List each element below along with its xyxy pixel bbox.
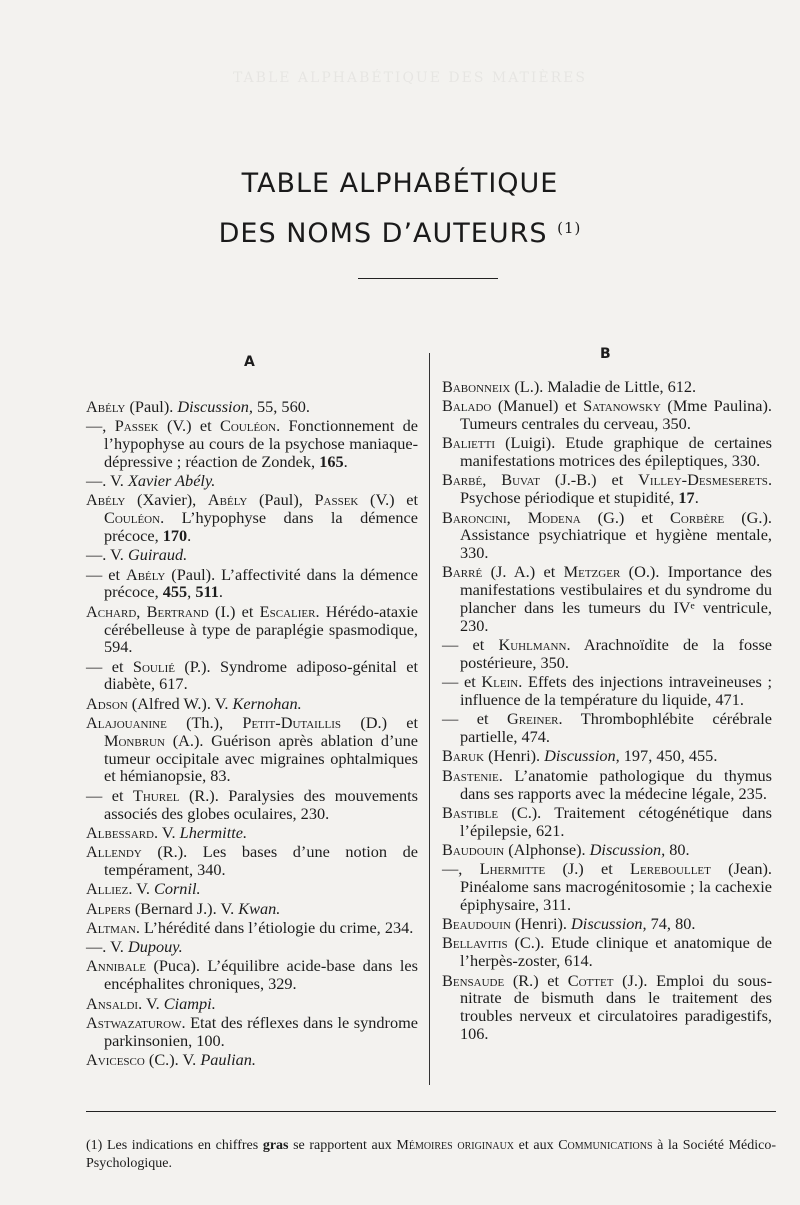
text-run: Soulié xyxy=(132,656,175,676)
index-entry xyxy=(442,934,772,970)
text-run: se rapportent aux xyxy=(288,1138,397,1153)
text-run: —, xyxy=(86,416,115,436)
text-run: Alliez xyxy=(86,879,129,899)
text-run: Abély xyxy=(86,490,126,510)
text-run: (J. A.) et xyxy=(482,562,564,582)
text-run: et aux xyxy=(514,1138,559,1153)
text-run: Cornil. xyxy=(153,879,201,899)
text-run: (Mme Paulina). Tumeurs centrales du cerveau, 350. xyxy=(460,396,772,434)
text-run: (R.) et xyxy=(504,970,568,990)
text-run: Altman xyxy=(86,917,136,937)
index-entry xyxy=(86,880,418,898)
index-entry xyxy=(86,919,418,937)
index-entry xyxy=(86,957,418,993)
text-run: (Jean). Pinéalome sans macrogénitosomie ; la cachexie épiphysaire, 311. xyxy=(460,859,773,914)
text-run: Monbrun xyxy=(104,730,165,750)
page-title-line-1: TABLE ALPHABÉTIQUE xyxy=(241,168,559,199)
text-run: Babonneix xyxy=(442,377,511,396)
text-run: Buvat xyxy=(501,470,540,490)
text-run: (V.) et xyxy=(158,416,220,436)
text-run: Metzger xyxy=(563,562,621,582)
index-entry xyxy=(442,841,772,859)
text-run: (G.). Assistance psychiatrique et hygiène mentale, 330. xyxy=(460,507,772,563)
text-run: —, xyxy=(442,859,480,879)
text-run: Passek xyxy=(314,490,359,510)
text-run: . V. xyxy=(154,822,180,842)
text-run: . V. xyxy=(128,879,154,899)
text-run: Discussion, xyxy=(589,839,666,859)
index-entry xyxy=(86,417,418,470)
footnote xyxy=(86,1137,776,1173)
text-run: , xyxy=(482,470,502,490)
text-run: , xyxy=(187,582,196,602)
text-run: 197, 450, 455. xyxy=(619,746,718,766)
text-run: Adson xyxy=(86,693,128,713)
text-run: , xyxy=(506,507,528,527)
text-run: (I.) et xyxy=(208,601,260,621)
text-run: Allendy xyxy=(86,842,142,862)
index-entry xyxy=(442,434,772,470)
text-run: Ciampi. xyxy=(163,993,216,1013)
text-run: (J.) et xyxy=(545,859,631,879)
text-run: 455 xyxy=(162,582,188,602)
text-run: — et xyxy=(442,709,508,729)
index-entry xyxy=(442,673,772,709)
text-run: (D.) et xyxy=(341,713,418,733)
text-run: (Th.), xyxy=(166,713,243,733)
text-run: (R.). Paralysies des mouvements associés des globes oculaires, 230. xyxy=(104,785,419,823)
text-run: Baroncini xyxy=(442,507,507,527)
text-run: —. V. xyxy=(86,471,128,491)
text-run: Astwazaturow xyxy=(86,1012,182,1032)
index-entry xyxy=(86,398,418,416)
text-run: . Fonctionnement de l’hypophyse au cours de la psychose maniaque-dépressive ; réaction de Zondek, xyxy=(104,416,419,471)
text-run: (P.). Syndrome adiposo-génital et diabète, 617. xyxy=(104,656,418,694)
text-run: . L’hypophyse dans la démence précoce, xyxy=(104,508,418,546)
text-run: Annibale xyxy=(86,956,147,976)
text-run: 511 xyxy=(195,582,219,602)
text-run: Kernohan. xyxy=(232,693,302,713)
index-entry xyxy=(86,695,418,713)
text-run: Dupouy. xyxy=(127,937,183,957)
text-run: Balietti xyxy=(442,433,496,453)
text-run: Petit-Dutaillis xyxy=(242,713,342,733)
text-run: Modena xyxy=(527,507,581,527)
text-run: Xavier Abély. xyxy=(127,471,216,491)
text-run: Discussion, xyxy=(571,914,647,934)
index-entry xyxy=(442,509,772,562)
text-run: Alajouanine xyxy=(86,713,167,733)
footnote-divider xyxy=(86,1111,776,1112)
text-run: (J.-B.) et xyxy=(540,470,639,490)
text-run: , xyxy=(136,601,147,621)
text-run: . L’anatomie pathologique du thymus dans ses rapports avec la médecine légale, 235. xyxy=(460,765,772,803)
text-run: Albessard xyxy=(86,822,154,842)
text-run: 17 xyxy=(678,488,695,508)
text-run: (Xavier), xyxy=(125,490,208,510)
text-run: Balado xyxy=(442,396,492,416)
text-run: . Effets des injections intraveineuses ; influence de la température du liquide, 471. xyxy=(460,672,773,710)
index-entry xyxy=(86,824,418,842)
text-run: (Henri). xyxy=(510,914,572,934)
text-run: Abély xyxy=(86,397,126,416)
text-run: . xyxy=(187,526,192,546)
text-run: — et xyxy=(442,672,482,692)
text-run: (Bernard J.). V. xyxy=(130,898,239,918)
index-entry xyxy=(86,938,418,956)
text-run: Bastenie xyxy=(442,765,499,785)
text-run: — et xyxy=(86,564,126,584)
page-title-line-2 xyxy=(0,218,800,249)
text-run: . L’hérédité dans l’étiologie du crime, 234. xyxy=(135,917,414,937)
text-run: Couléon xyxy=(104,508,161,528)
index-entry xyxy=(442,710,772,746)
column-b-entries xyxy=(442,378,772,1044)
text-run: Kuhlmann xyxy=(498,635,567,655)
text-run: (Puca). L’équilibre acide-base dans les encéphalites chroniques, 329. xyxy=(104,956,418,994)
index-entry xyxy=(442,860,772,913)
index-entry xyxy=(442,471,772,507)
text-run: . xyxy=(218,582,223,602)
text-run: (Paul), xyxy=(247,490,315,510)
text-run: Beaudouin xyxy=(442,914,511,934)
text-run: Avicesco xyxy=(86,1049,145,1069)
text-run: . Hérédo-ataxie cérébelleuse à type de paraplégie spasmodique, 594. xyxy=(104,601,419,657)
text-run: . xyxy=(694,488,699,508)
text-run: 74, 80. xyxy=(646,914,696,934)
text-run: — et xyxy=(86,785,133,805)
text-run: — et xyxy=(442,635,499,655)
footnote-marker: (1) xyxy=(557,219,582,237)
text-run: (C.). V. xyxy=(144,1049,201,1069)
text-run: 165 xyxy=(319,451,344,471)
index-entry xyxy=(442,804,772,840)
text-run: (G.) et xyxy=(580,507,671,527)
text-run: Lhermitte. xyxy=(179,822,248,842)
text-run: Klein xyxy=(481,672,519,692)
text-run: — et xyxy=(86,656,133,676)
text-run: Bensaude xyxy=(442,970,505,990)
text-run: (Alfred W.). V. xyxy=(127,693,233,713)
text-run: Corbère xyxy=(670,507,725,527)
text-run: Ansaldi xyxy=(86,993,139,1013)
text-run: (L.). Maladie de Little, 612. xyxy=(510,377,697,396)
index-entry xyxy=(86,491,418,544)
text-run: Bellavitis xyxy=(442,933,508,953)
text-run: (Alphonse). xyxy=(504,839,590,859)
text-run: Baudouin xyxy=(442,839,505,859)
text-run: Lhermitte xyxy=(479,859,546,879)
text-run: à la Société Médico-Psychologique. xyxy=(86,1138,776,1171)
text-run: Alpers xyxy=(86,898,131,918)
column-divider xyxy=(429,353,430,1085)
index-entry xyxy=(442,636,772,672)
index-entry xyxy=(86,900,418,918)
text-run: (1) Les indications en chiffres xyxy=(86,1138,263,1153)
text-run: (C.). Traitement cétogénétique dans l’épilepsie, 621. xyxy=(460,802,772,840)
text-run: Bastible xyxy=(442,802,499,822)
index-entry xyxy=(86,603,418,656)
text-run: Villey-Desmeserets xyxy=(638,470,768,490)
text-run: 170 xyxy=(162,526,188,546)
text-run: (Henri). xyxy=(484,746,545,766)
index-entry xyxy=(442,972,772,1043)
title-divider xyxy=(358,278,498,279)
text-run: Thurel xyxy=(132,785,180,805)
text-run: —. V. xyxy=(86,937,128,957)
text-run: . xyxy=(343,451,348,471)
text-run: . Thrombophlébite cérébrale partielle, 474. xyxy=(460,709,772,747)
text-run: Bertrand xyxy=(146,601,209,621)
index-entry xyxy=(86,1014,418,1050)
text-run: . Arachnoïdite de la fosse postérieure, 350. xyxy=(460,635,773,672)
text-run: (Paul). L’affectivité dans la démence précoce, xyxy=(104,564,419,602)
text-run: Barbé xyxy=(442,470,483,490)
text-run: (V.) et xyxy=(358,490,418,510)
bleed-through-text: TABLE ALPHABÉTIQUE DES MATIÈRES xyxy=(232,70,587,86)
text-run: Greiner xyxy=(507,709,559,729)
index-entry xyxy=(86,566,418,602)
index-entry xyxy=(86,714,418,785)
index-entry xyxy=(86,472,418,490)
column-a-entries xyxy=(86,398,418,1070)
text-run: Guiraud. xyxy=(127,545,188,565)
text-run: Escalier xyxy=(259,601,316,621)
text-run: Kwan. xyxy=(238,898,281,918)
text-run: Barré xyxy=(442,562,483,582)
text-run: Passek xyxy=(114,416,159,436)
index-entry xyxy=(442,563,772,634)
text-run: (J.). Emploi du sous-nitrate de bismuth dans le traitement des troubles nerveux et circulatoires paradigestifs, 106. xyxy=(460,970,773,1043)
text-run: (C.). Etude clinique et anatomique de l’herpès-zoster, 614. xyxy=(460,933,772,971)
text-run: . Etat des réflexes dans le syndrome parkinsonien, 100. xyxy=(104,1012,418,1050)
text-run: Lereboullet xyxy=(630,859,711,879)
index-entry xyxy=(442,915,772,933)
text-run: gras xyxy=(262,1138,289,1153)
text-run: (Luigi). Etude graphique de certaines manifestations motrices des épileptiques, 330. xyxy=(460,433,772,471)
index-entry xyxy=(86,658,418,694)
text-run: Cottet xyxy=(567,970,614,990)
text-run: Baruk xyxy=(442,746,485,766)
text-run: —. V. xyxy=(86,545,128,565)
index-entry xyxy=(86,995,418,1013)
text-run: Paulian. xyxy=(200,1049,256,1069)
text-run: (R.). Les bases d’une notion de tempérament, 340. xyxy=(104,842,418,879)
index-entry xyxy=(86,787,418,823)
section-letter-a: A xyxy=(244,354,255,370)
text-run: (Manuel) et xyxy=(491,396,584,416)
text-run: Mémoires originaux xyxy=(396,1138,515,1153)
text-run: 80. xyxy=(665,839,690,859)
text-run: Communications xyxy=(558,1138,653,1153)
index-entry xyxy=(442,378,772,396)
text-run: (A.). Guérison après ablation d’une tumeur occipitale avec migraines ophtalmiques et hémianopsie, 83. xyxy=(104,730,418,786)
text-run: (O.). Importance des manifestations vestibulaires et du syndrome du plancher dans les tumeurs du IVᵉ ventricule, 230. xyxy=(460,562,772,635)
page-title-text: DES NOMS D’AUTEURS xyxy=(218,218,548,249)
text-run: Abély xyxy=(207,490,248,510)
index-entry xyxy=(442,767,772,803)
section-letter-b: B xyxy=(600,346,611,362)
index-entry xyxy=(86,843,418,879)
index-entry xyxy=(86,1051,418,1069)
index-entry xyxy=(442,397,772,433)
text-run: . Psychose périodique et stupidité, xyxy=(460,470,773,508)
text-run: Discussion, xyxy=(544,746,620,766)
index-entry xyxy=(86,546,418,564)
text-run: Satanowsky xyxy=(583,396,661,416)
index-entry xyxy=(442,747,772,765)
text-run: Discussion, xyxy=(177,397,253,416)
text-run: (Paul). xyxy=(125,397,178,416)
text-run: Couléon xyxy=(219,416,277,436)
text-run: . V. xyxy=(138,993,164,1013)
text-run: Abély xyxy=(125,564,166,584)
text-run: 55, 560. xyxy=(252,397,310,416)
text-run: Achard xyxy=(86,601,137,621)
